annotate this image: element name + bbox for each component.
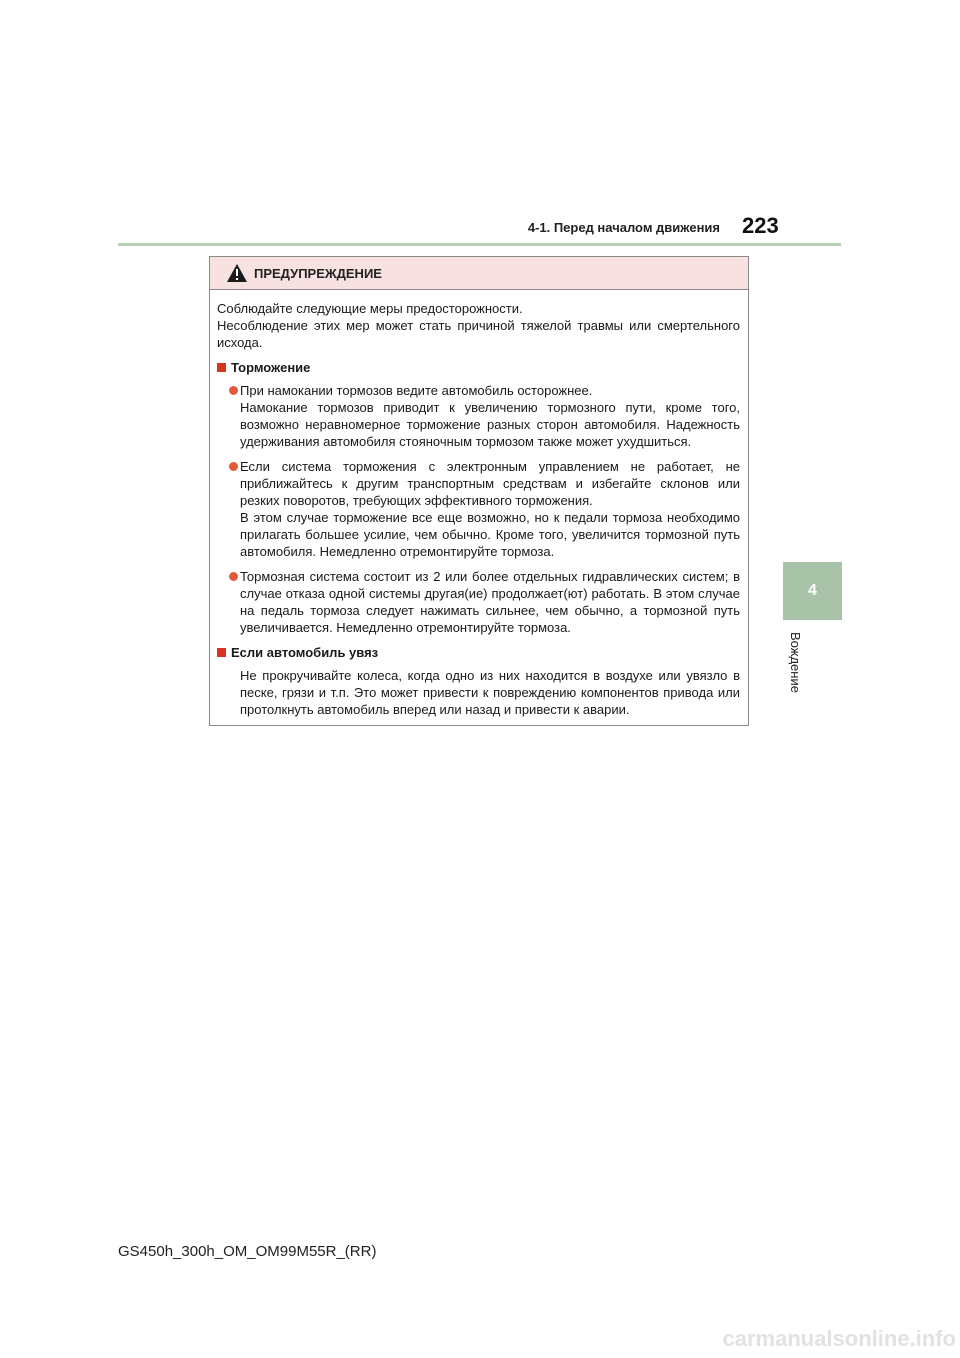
watermark: carmanualsonline.info xyxy=(722,1326,956,1351)
bullet-text: Если система торможения с электронным управлением не работает, не приближайтесь к другим транспортным средствам и избегайте склонов или резких поворотов, требующих эффективного торможения. xyxy=(240,459,740,508)
braking-section-heading xyxy=(217,359,740,376)
warning-triangle-icon xyxy=(226,263,248,283)
square-marker-icon xyxy=(217,363,226,372)
warning-box xyxy=(209,256,749,726)
warning-title: ПРЕДУПРЕЖДЕНИЕ xyxy=(254,265,382,281)
bullet-text: Тормозная система состоит из 2 или более отдельных гидравлических систем; в случае отказа одной системы другая(ие) продолжает(ют) работать. В этом случае на педаль тормоза следует нажимать сильнее, чем обычно, а тормозной путь увеличивается. Немедленно отремонтируйте тормоза. xyxy=(240,569,740,635)
braking-section-title: Торможение xyxy=(231,360,311,375)
intro-line-1: Соблюдайте следующие меры предосторожности. xyxy=(217,301,523,316)
stuck-section-text: Не прокручивайте колеса, когда одно из них находится в воздухе или увязло в песке, грязи и т.п. Это может привести к повреждению компонентов привода или протолкнуть автомобиль вперед или назад и привести к аварии. xyxy=(240,668,740,717)
intro-line-2: Несоблюдение этих мер может стать причиной тяжелой травмы или смертельного исхода. xyxy=(217,318,740,350)
chapter-tab-number: 4 xyxy=(808,582,817,599)
section-title: 4-1. Перед началом движения xyxy=(527,220,720,235)
bullet-dot-icon xyxy=(229,572,238,581)
bullet-text: Намокание тормозов приводит к увеличению тормозного пути, кроме того, возможно неравномерное торможение разных сторон автомобиля. Надежность удерживания автомобиля стояночным тормозом также может ухудшиться. xyxy=(240,400,740,449)
list-item xyxy=(217,568,740,636)
stuck-section-title: Если автомобиль увяз xyxy=(231,645,379,660)
warning-header xyxy=(210,257,748,290)
bullet-dot-icon xyxy=(229,386,238,395)
list-item xyxy=(217,458,740,560)
square-marker-icon xyxy=(217,648,226,657)
bullet-text: При намокании тормозов ведите автомобиль осторожнее. xyxy=(240,383,593,398)
bullet-text: В этом случае торможение все еще возможно, но к педали тормоза необходимо прилагать большее усилие, чем обычно. Кроме того, увеличится тормозной путь автомобиля. Немедленно отремонтируйте тормоза. xyxy=(240,510,740,559)
warning-body xyxy=(210,290,748,718)
bullet-dot-icon xyxy=(229,462,238,471)
list-item xyxy=(217,382,740,450)
chapter-label: Вождение xyxy=(788,632,803,693)
chapter-tab[interactable] xyxy=(783,562,842,620)
page-number: 223 xyxy=(742,213,779,238)
document-code: GS450h_300h_OM_OM99M55R_(RR) xyxy=(118,1243,377,1260)
header-divider xyxy=(118,243,841,246)
stuck-section-heading xyxy=(217,644,740,661)
